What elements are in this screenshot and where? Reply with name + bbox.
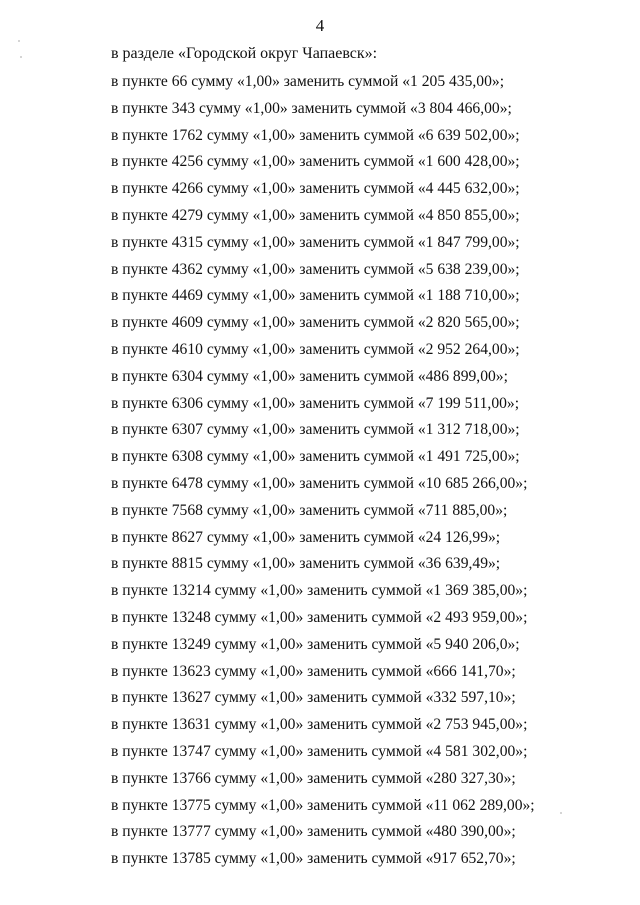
- amendment-line: в пункте 4469 сумму «1,00» заменить суммой «1 188 710,00»;: [111, 287, 520, 305]
- amendment-list: [111, 72, 535, 876]
- scan-speck: [20, 56, 22, 58]
- scan-speck: [560, 812, 562, 814]
- amendment-line: в пункте 13775 сумму «1,00» заменить суммой «11 062 289,00»;: [111, 796, 535, 814]
- section-heading: в разделе «Городской округ Чапаевск»:: [111, 45, 378, 62]
- amendment-line: в пункте 13623 сумму «1,00» заменить суммой «666 141,70»;: [111, 662, 516, 680]
- amendment-line: в пункте 7568 сумму «1,00» заменить суммой «711 885,00»;: [111, 501, 508, 519]
- amendment-line: в пункте 6308 сумму «1,00» заменить суммой «1 491 725,00»;: [111, 448, 520, 466]
- amendment-line: в пункте 13785 сумму «1,00» заменить суммой «917 652,70»;: [111, 850, 516, 868]
- page-number: 4: [315, 16, 325, 35]
- amendment-line: в пункте 4362 сумму «1,00» заменить суммой «5 638 239,00»;: [111, 260, 520, 278]
- amendment-line: в пункте 4610 сумму «1,00» заменить суммой «2 952 264,00»;: [111, 340, 520, 358]
- amendment-line: в пункте 8815 сумму «1,00» заменить суммой «36 639,49»;: [111, 555, 501, 573]
- amendment-line: в пункте 6306 сумму «1,00» заменить суммой «7 199 511,00»;: [111, 394, 520, 412]
- amendment-line: в пункте 1762 сумму «1,00» заменить суммой «6 639 502,00»;: [111, 126, 520, 144]
- amendment-line: в пункте 13631 сумму «1,00» заменить суммой «2 753 945,00»;: [111, 716, 528, 734]
- amendment-line: в пункте 13766 сумму «1,00» заменить суммой «280 327,30»;: [111, 769, 516, 787]
- amendment-line: в пункте 4315 сумму «1,00» заменить суммой «1 847 799,00»;: [111, 233, 520, 251]
- amendment-line: в пункте 13249 сумму «1,00» заменить суммой «5 940 206,0»;: [111, 635, 520, 653]
- amendment-line: в пункте 66 сумму «1,00» заменить суммой «1 205 435,00»;: [111, 73, 505, 90]
- amendment-line: в пункте 13214 сумму «1,00» заменить суммой «1 369 385,00»;: [111, 582, 528, 600]
- amendment-line: в пункте 8627 сумму «1,00» заменить суммой «24 126,99»;: [111, 528, 501, 546]
- amendment-line: в пункте 13777 сумму «1,00» заменить суммой «480 390,00»;: [111, 823, 516, 841]
- amendment-line: в пункте 13627 сумму «1,00» заменить суммой «332 597,10»;: [111, 689, 516, 707]
- amendment-line: в пункте 13747 сумму «1,00» заменить суммой «4 581 302,00»;: [111, 742, 528, 760]
- amendment-line: в пункте 6304 сумму «1,00» заменить суммой «486 899,00»;: [111, 367, 508, 385]
- scan-speck: [18, 40, 20, 42]
- amendment-line: в пункте 4609 сумму «1,00» заменить суммой «2 820 565,00»;: [111, 314, 520, 332]
- amendment-line: в пункте 13248 сумму «1,00» заменить суммой «2 493 959,00»;: [111, 608, 528, 626]
- amendment-line: в пункте 343 сумму «1,00» заменить суммой «3 804 466,00»;: [111, 99, 512, 117]
- amendment-line: в пункте 6307 сумму «1,00» заменить суммой «1 312 718,00»;: [111, 421, 520, 439]
- amendment-line: в пункте 4266 сумму «1,00» заменить суммой «4 445 632,00»;: [111, 180, 520, 198]
- amendment-line: в пункте 4256 сумму «1,00» заменить суммой «1 600 428,00»;: [111, 153, 520, 171]
- amendment-line: в пункте 4279 сумму «1,00» заменить суммой «4 850 855,00»;: [111, 206, 520, 224]
- amendment-line: в пункте 6478 сумму «1,00» заменить суммой «10 685 266,00»;: [111, 474, 528, 492]
